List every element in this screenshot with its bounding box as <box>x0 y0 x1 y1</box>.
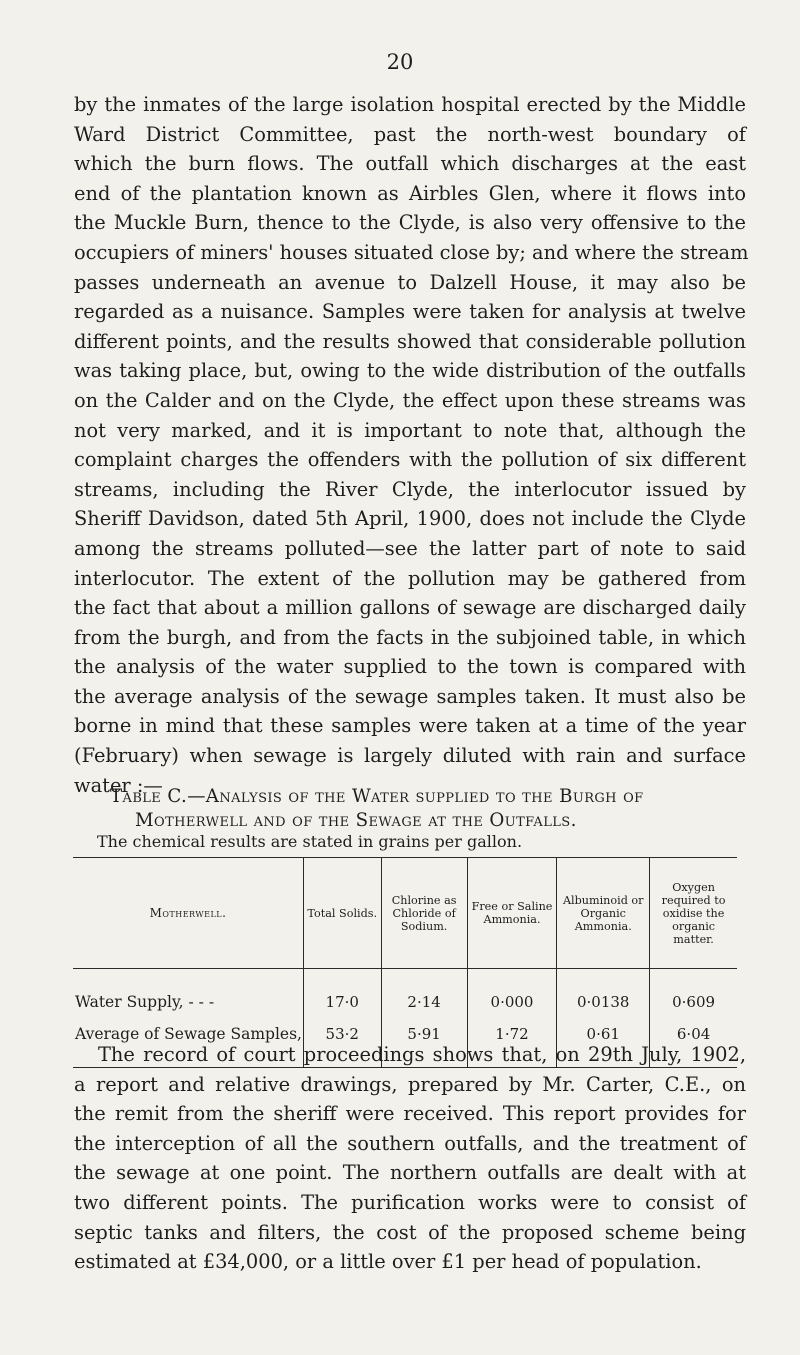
text-line: by the inmates of the large isolation hospital erected by the Middle <box>74 93 746 116</box>
text-line: the fact that about a million gallons of sewage are discharged daily <box>74 596 746 620</box>
text-line: a report and relative drawings, prepared by Mr. Carter, C.E., on <box>74 1072 746 1096</box>
table-cell: 0·000 <box>467 969 557 1019</box>
text-line: (February) when sewage is largely diluted with rain and surface <box>74 744 746 768</box>
text-line: the remit from the sheriff were received. This report provides for <box>74 1102 746 1126</box>
text-line: occupiers of miners' houses situated close by; and where the stream <box>74 240 749 264</box>
column-header: Motherwell. <box>73 858 303 969</box>
text-line: estimated at £34,000, or a little over £1 per head of population. <box>74 1250 702 1274</box>
table-cell: 0·609 <box>672 993 716 1011</box>
table-cell: 53·2 <box>303 1018 381 1068</box>
text-line: different points, and the results showed that considerable pollution <box>74 329 746 353</box>
text-line: end of the plantation known as Airbles Glen, where it flows into <box>74 181 746 205</box>
body-paragraph-2 <box>74 1040 746 1277</box>
table-cell: 0·61 <box>557 1018 650 1068</box>
column-header: Total Solids. <box>303 858 381 969</box>
text-line: Ward District Committee, past the north-west boundary of <box>74 122 746 146</box>
table-caption-line: Table C.—Analysis of the Water supplied to the Burgh of <box>110 786 644 807</box>
text-line: borne in mind that these samples were taken at a time of the year <box>74 714 746 738</box>
text-line: interlocutor. The extent of the pollution may be gathered from <box>74 566 746 590</box>
text-line: streams, including the River Clyde, the interlocutor issued by <box>74 477 746 501</box>
text-line: among the streams polluted—see the latter part of note to said <box>74 536 746 560</box>
column-header: Chlorine as Chloride of Sodium. <box>381 858 467 969</box>
text-line: water :— <box>74 773 163 797</box>
analysis-table <box>73 857 737 1068</box>
page-number: 20 <box>386 50 414 74</box>
table-cell: 5·91 <box>381 1018 467 1068</box>
table-cell: 17·0 <box>303 969 381 1019</box>
text-line: from the burgh, and from the facts in the subjoined table, in which <box>74 625 746 649</box>
column-header: Free or Saline Ammonia. <box>467 858 557 969</box>
text-line: The record of court proceedings shows that, on 29th July, 1902, <box>98 1043 746 1066</box>
column-header: Albuminoid or Organic Ammonia. <box>557 858 650 969</box>
text-line: the sewage at one point. The northern outfalls are dealt with at <box>74 1161 746 1185</box>
text-line: passes underneath an avenue to Dalzell House, it may also be <box>74 270 746 294</box>
text-line: the analysis of the water supplied to the town is compared with <box>74 655 746 679</box>
table-cell: 2·14 <box>381 969 467 1019</box>
table-cell: 0·0138 <box>557 969 650 1019</box>
text-line: which the burn flows. The outfall which discharges at the east <box>74 152 746 176</box>
text-line: regarded as a nuisance. Samples were taken for analysis at twelve <box>74 300 746 324</box>
body-paragraph-1 <box>74 90 749 800</box>
text-line: the average analysis of the sewage samples taken. It must also be <box>74 684 746 708</box>
text-line: Sheriff Davidson, dated 5th April, 1900, does not include the Clyde <box>74 507 746 531</box>
table-caption-line: Motherwell and of the Sewage at the Outfalls. <box>135 810 577 831</box>
text-line: septic tanks and filters, the cost of the proposed scheme being <box>74 1220 746 1244</box>
text-line: complaint charges the offenders with the pollution of six different <box>74 448 746 472</box>
table-row <box>73 969 737 1019</box>
row-label: Average of Sewage Samples, <box>73 1018 303 1068</box>
text-line: was taking place, but, owing to the wide distribution of the outfalls <box>74 359 746 383</box>
text-line: not very marked, and it is important to note that, although the <box>74 418 746 442</box>
table-header-row <box>73 858 737 969</box>
text-line: the interception of all the southern outfalls, and the treatment of <box>74 1131 746 1155</box>
table-cell: 6·04 <box>650 1018 737 1068</box>
column-header: Oxygen required to oxidise the organic matter. <box>650 858 737 969</box>
text-line: on the Calder and on the Clyde, the effect upon these streams was <box>74 388 746 412</box>
text-line: two different points. The purification works were to consist of <box>74 1190 746 1214</box>
text-line: the Muckle Burn, thence to the Clyde, is also very offensive to the <box>74 211 746 235</box>
row-label: Water Supply, - - - <box>73 969 303 1019</box>
table-caption <box>80 785 740 833</box>
table-note: The chemical results are stated in grains per gallon. <box>97 832 523 851</box>
table-cell: 1·72 <box>467 1018 557 1068</box>
